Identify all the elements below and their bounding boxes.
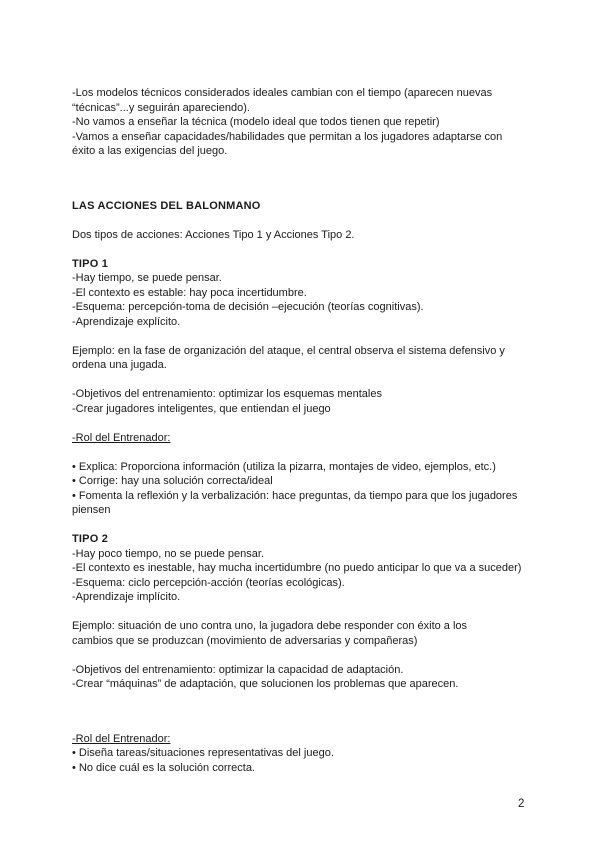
tipo1-rol-item: • Corrige: hay una solución correcta/ideal [72, 475, 273, 487]
tipo1-objective: -Objetivos del entrenamiento: optimizar los esquemas mentales [72, 388, 382, 400]
tipo2-rol-item: • No dice cuál es la solución correcta. [72, 761, 255, 774]
tipo1-item: -El contexto es estable: hay poca incertidumbre. [72, 286, 307, 299]
tipo2-example-line: Ejemplo: situación de uno contra uno, la jugadora debe responder con éxito a los [72, 620, 468, 632]
intro-paragraph-3: -Vamos a enseñar capacidades/habilidades que permitan a los jugadores adaptarse con éxito a las exigencias del juego. [72, 130, 503, 157]
intro-block [72, 86, 532, 159]
tipo2-item: -El contexto es inestable, hay mucha incertidumbre (no puedo anticipar lo que va a suceder) [72, 562, 522, 574]
tipo1-rol-item: • Fomenta la reflexión y la verbalización: hace preguntas, da tiempo para que los jugadores piensen [72, 489, 518, 516]
intro-paragraph-1: -Los modelos técnicos considerados ideales cambian con el tiempo (aparecen nuevas “técnicas”...y seguirán apareciendo). [72, 87, 493, 114]
section-title: LAS ACCIONES DEL BALONMANO [72, 199, 261, 212]
tipo1-example: Ejemplo: en la fase de organización del ataque, el central observa el sistema defensivo y ordena una jugada. [72, 344, 505, 371]
tipo2-item: -Aprendizaje implícito. [72, 591, 181, 603]
tipo2-objective: -Crear “máquinas” de adaptación, que solucionen los problemas que aparecen. [72, 678, 459, 690]
page-number: 2 [518, 798, 525, 810]
tipo2-item: -Esquema: ciclo percepción-acción (teorías ecológicas). [72, 576, 345, 589]
section-intro: Dos tipos de acciones: Acciones Tipo 1 y Acciones Tipo 2. [72, 228, 355, 241]
tipo1-title: TIPO 1 [72, 257, 109, 270]
tipo1-item: -Esquema: percepción-toma de decisión –ejecución (teorías cognitivas). [72, 301, 424, 313]
tipo1-rol-title: -Rol del Entrenador: [72, 431, 171, 444]
intro-paragraph-2: -No vamos a enseñar la técnica (modelo ideal que todos tienen que repetir) [72, 116, 440, 128]
tipo2-objective: -Objetivos del entrenamiento: optimizar la capacidad de adaptación. [72, 663, 404, 676]
tipo2-example-line: cambios que se produzcan (movimiento de adversarias y compañeras) [72, 634, 418, 647]
document-page [72, 86, 532, 775]
tipo2-item: -Hay poco tiempo, no se puede pensar. [72, 547, 265, 560]
tipo1-objective: -Crear jugadores inteligentes, que entiendan el juego [72, 402, 331, 415]
tipo1-item: -Hay tiempo, se puede pensar. [72, 272, 222, 284]
tipo2-title: TIPO 2 [72, 533, 109, 545]
tipo1-item: -Aprendizaje explícito. [72, 315, 181, 328]
tipo2-rol-item: • Diseña tareas/situaciones representativas del juego. [72, 747, 334, 759]
tipo1-rol-item: • Explica: Proporciona información (utiliza la pizarra, montajes de video, ejemplos, etc.) [72, 460, 496, 473]
tipo2-section [72, 532, 532, 775]
tipo2-rol-title: -Rol del Entrenador: [72, 732, 171, 745]
tipo1-section [72, 257, 532, 518]
